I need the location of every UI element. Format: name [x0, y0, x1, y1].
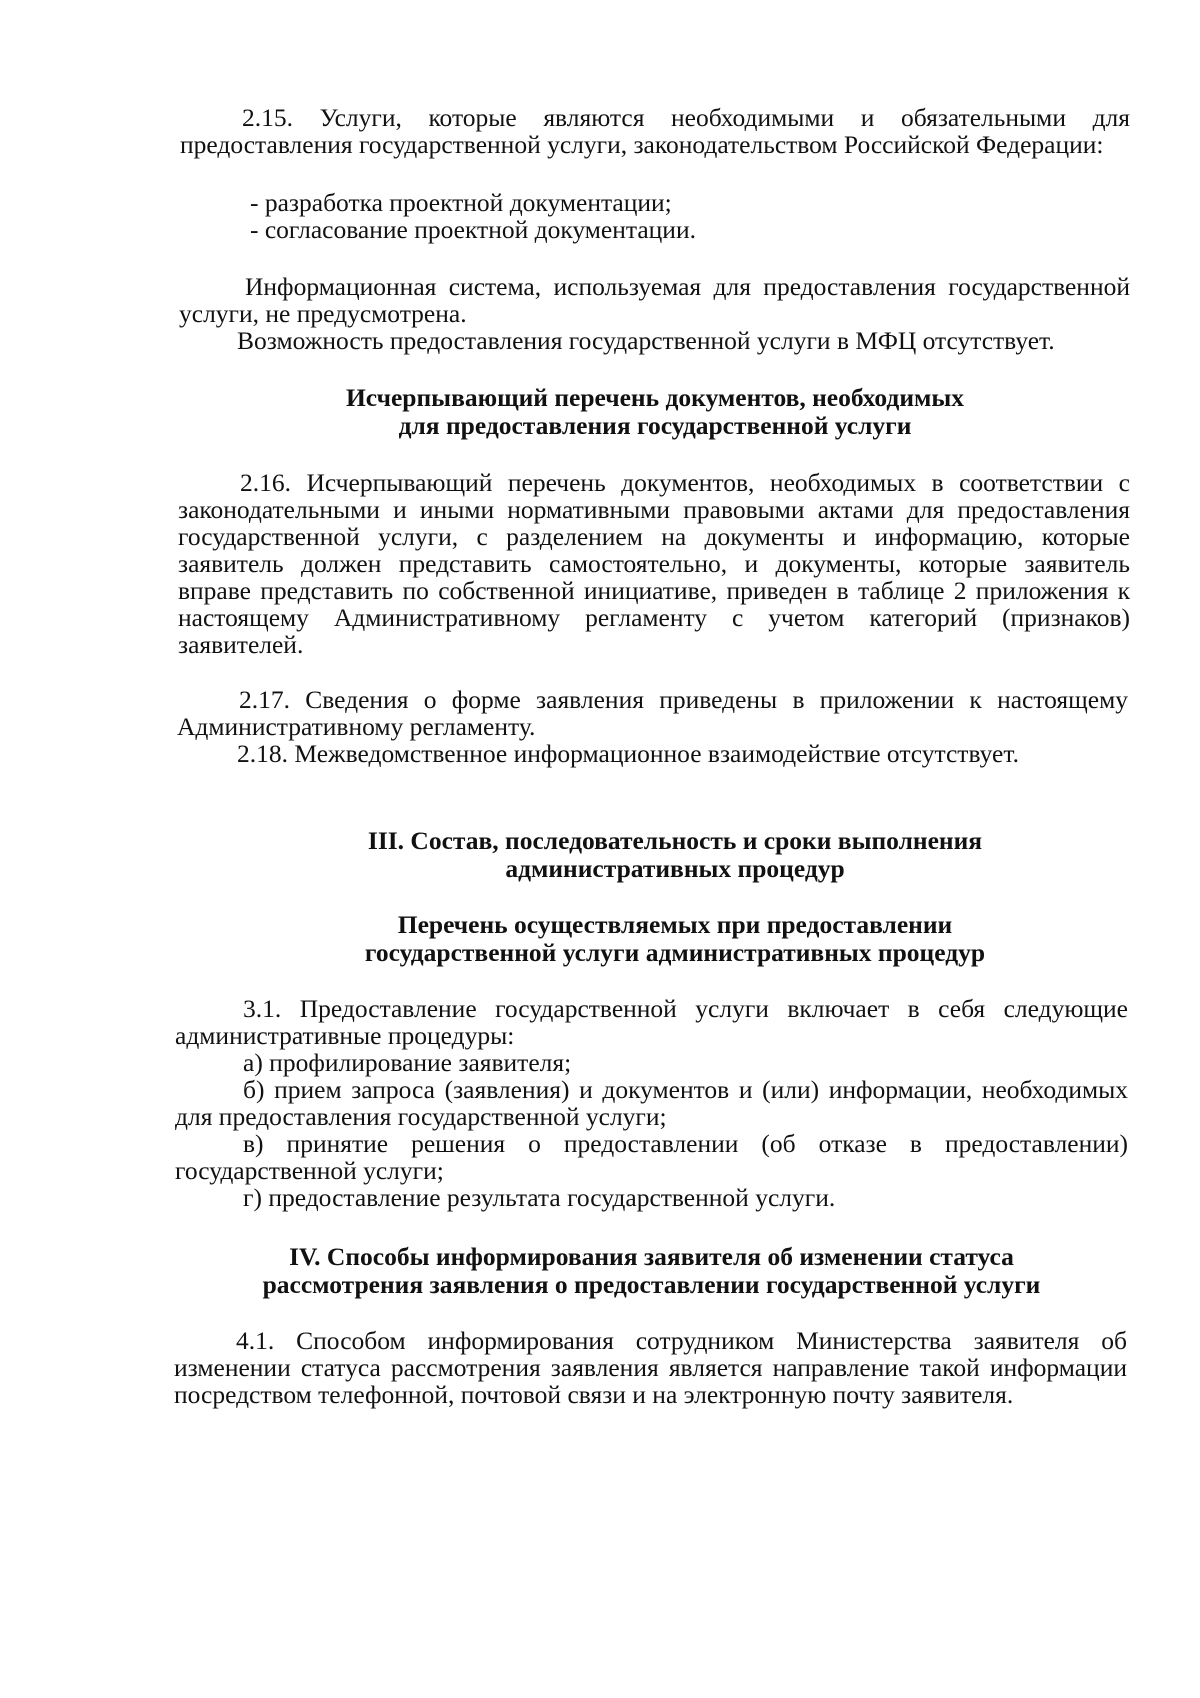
heading-documents-line-1: Исчерпывающий перечень документов, необходимых	[345, 383, 965, 412]
heading-documents-line-2: для предоставления государственной услуги	[398, 411, 912, 440]
list-item-a: а) профилирование заявителя;	[243, 1048, 572, 1077]
heading-procedures-list	[200, 911, 1150, 967]
paragraph-2-16: 2.16. Исчерпывающий перечень документов, необходимых в соответствии с законодательными и иными нормативными правовыми актами для предоставления государственной услуги, с разделением на документы и информацию, которые заявитель должен представить самостоятельно, и документы, которые заявитель вправе представить по собственной инициативе, приведен в таблице 2 приложения к настоящему Административному регламенту с учетом категорий (признаков) заявителей.	[178, 468, 1130, 659]
heading-section-3-line-2: административных процедур	[505, 854, 845, 883]
paragraph-4-1: 4.1. Способом информирования сотрудником Министерства заявителя об изменении статуса рассмотрения заявления является направление такой информации посредством телефонной, почтовой связи и на электронную почту заявителя.	[174, 1326, 1127, 1409]
list-item-b: б) прием запроса (заявления) и документов и (или) информации, необходимых для предоставления государственной услуги;	[175, 1075, 1128, 1131]
paragraph-3-1: 3.1. Предоставление государственной услуги включает в себя следующие административные процедуры:	[175, 994, 1128, 1050]
heading-section-4-line-1: IV. Способы информирования заявителя об изменении статуса	[289, 1242, 1014, 1271]
heading-documents-list	[180, 384, 1130, 440]
list-item-design-documentation: - разработка проектной документации;	[250, 188, 672, 217]
heading-section-4	[175, 1243, 1128, 1299]
paragraph-2-15: 2.15. Услуги, которые являются необходимыми и обязательными для предоставления государственной услуги, законодательством Российской Федерации:	[180, 103, 1130, 159]
list-item-documentation-approval: - согласование проектной документации.	[250, 215, 696, 244]
heading-section-3-line-1: III. Состав, последовательность и сроки выполнения	[367, 826, 983, 855]
paragraph-2-18: 2.18. Межведомственное информационное взаимодействие отсутствует.	[237, 739, 1019, 768]
paragraph-2-17: 2.17. Сведения о форме заявления приведены в приложении к настоящему Административному регламенту.	[177, 685, 1128, 741]
heading-section-4-line-2: рассмотрения заявления о предоставлении государственной услуги	[262, 1270, 1041, 1299]
heading-section-3	[200, 827, 1150, 883]
list-item-g: г) предоставление результата государственной услуги.	[243, 1183, 836, 1212]
paragraph-mfc-availability: Возможность предоставления государственной услуги в МФЦ отсутствует.	[237, 326, 1055, 355]
heading-procedures-line-1: Перечень осуществляемых при предоставлении	[397, 910, 953, 939]
paragraph-information-system: Информационная система, используемая для предоставления государственной услуги, не предусмотрена.	[179, 272, 1130, 328]
list-item-v: в) принятие решения о предоставлении (об отказе в предоставлении) государственной услуги;	[175, 1129, 1128, 1185]
heading-procedures-line-2: государственной услуги административных процедур	[364, 938, 986, 967]
